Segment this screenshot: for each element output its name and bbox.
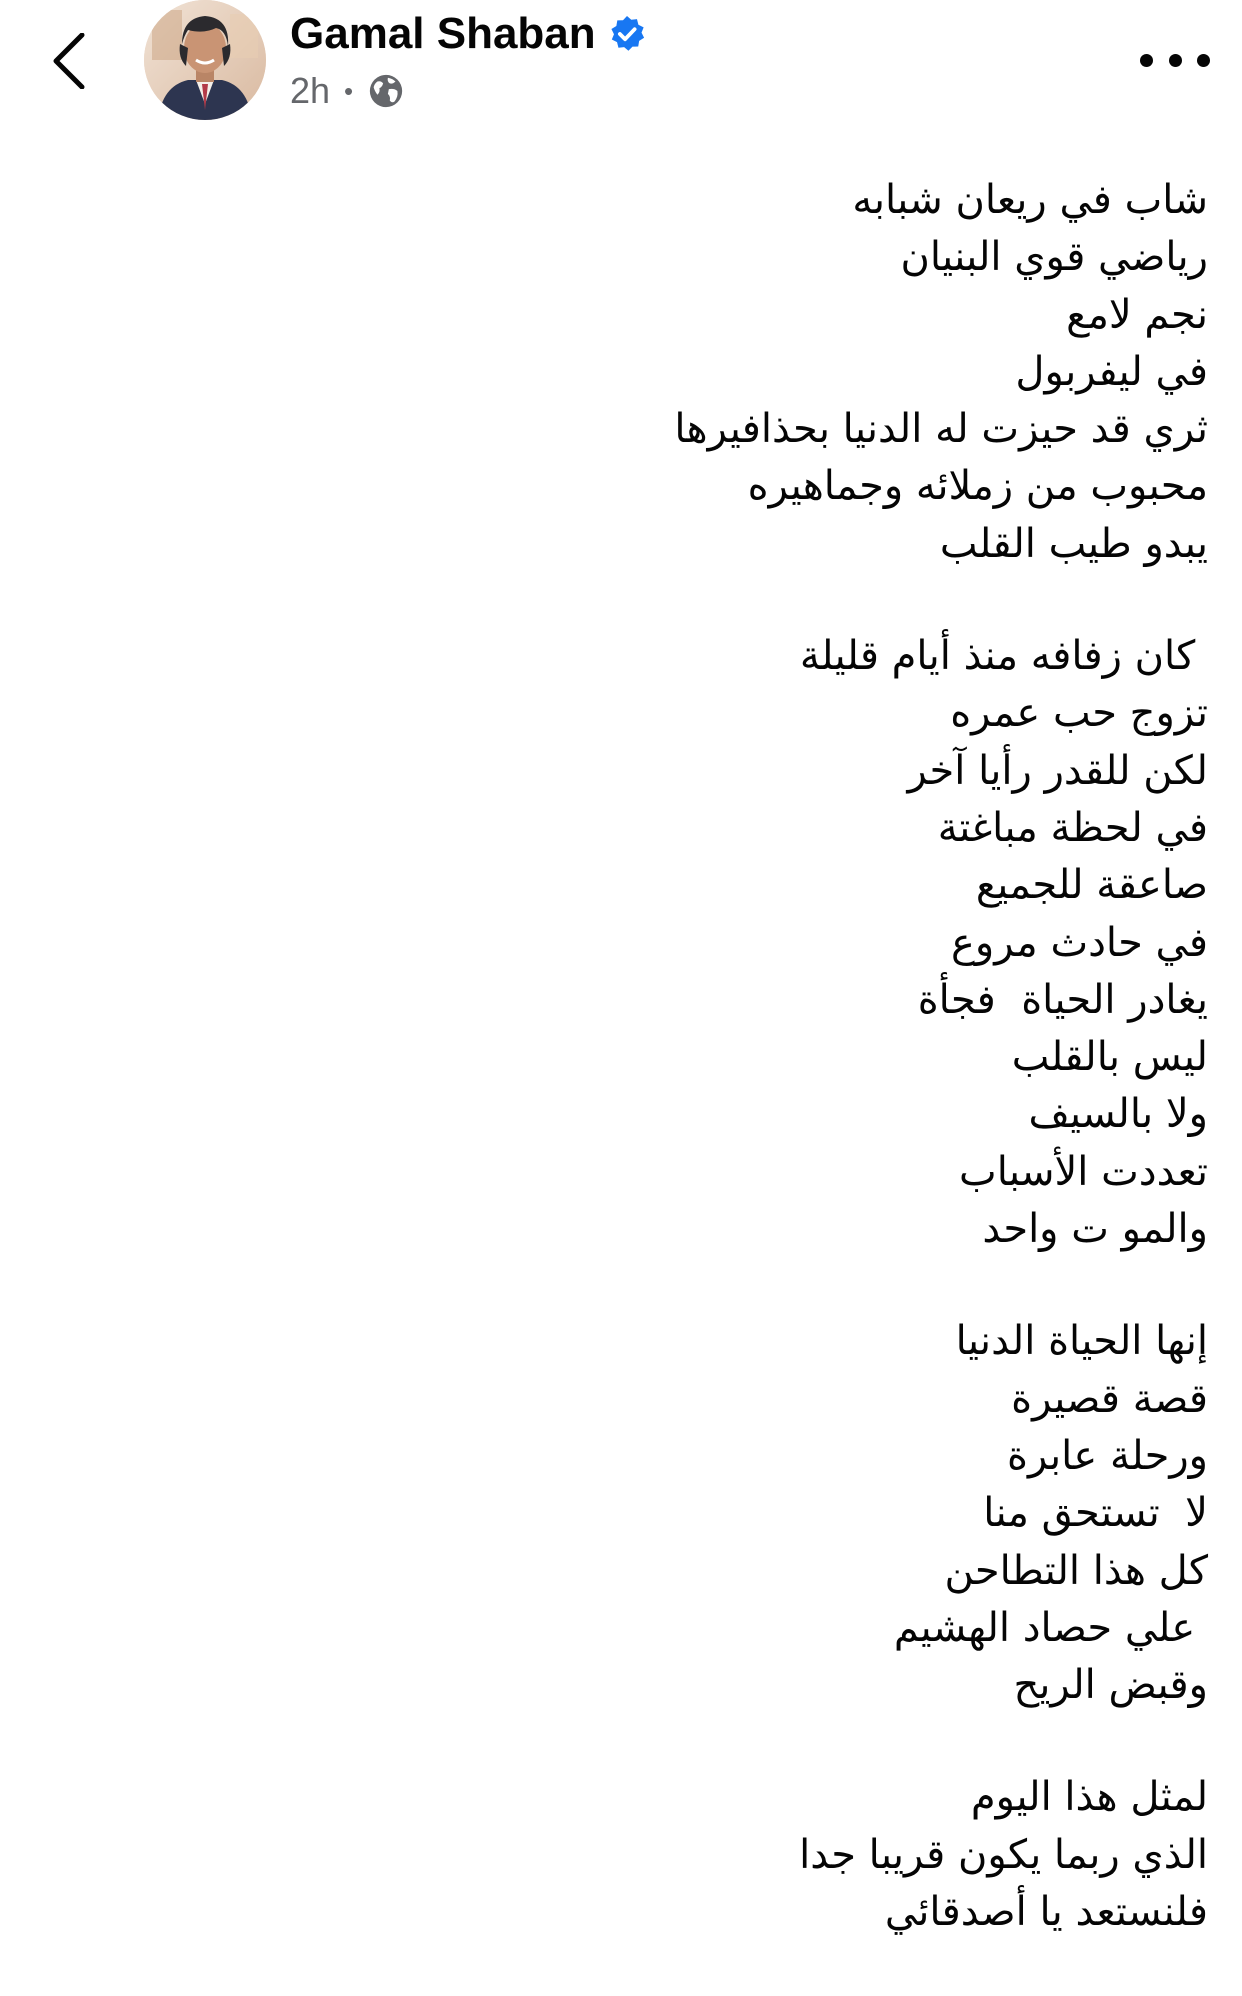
post-text-line: إنها الحياة الدنيا: [955, 1318, 1208, 1365]
post-time[interactable]: 2h: [290, 70, 331, 111]
author-row: [290, 6, 646, 62]
author-name[interactable]: Gamal Shaban: [290, 9, 596, 58]
post-text-line: لمثل هذا اليوم: [970, 1774, 1208, 1821]
avatar[interactable]: [144, 0, 266, 120]
verified-badge-icon: [608, 15, 646, 53]
meta-separator: •: [344, 75, 354, 106]
post-text-line: قصة قصيرة: [1011, 1375, 1208, 1422]
post-text-line: نجم لامع: [1066, 291, 1208, 338]
post-text-line: وقبض الريح: [1013, 1662, 1208, 1709]
post-text-line: في حادث مروع: [951, 919, 1208, 966]
post-text-line: الذي ربما يكون قريبا جدا: [799, 1831, 1208, 1878]
post-header: [0, 0, 1242, 125]
globe-icon[interactable]: [367, 72, 405, 110]
more-horizontal-icon-dot: [1140, 54, 1153, 67]
post-text-line: يبدو طيب القلب: [939, 520, 1208, 567]
post-stanza: [48, 1769, 1208, 1941]
post-text-line: تعددت الأسباب: [959, 1148, 1208, 1195]
post-text-line: ولا بالسيف: [1028, 1091, 1208, 1138]
post-text-line: والمو ت واحد: [982, 1206, 1208, 1253]
post-text-line: فلنستعد يا أصدقائي: [884, 1889, 1208, 1936]
post-stanza: [48, 1313, 1208, 1714]
more-options-button[interactable]: [1140, 40, 1210, 80]
post-text-line: كل هذا التطاحن: [944, 1547, 1208, 1594]
post-text-line: لكن للقدر رأيا آخر: [907, 747, 1208, 794]
post-text-line: محبوب من زملائه وجماهيره: [747, 463, 1208, 510]
post-text-line: تزوج حب عمره: [950, 690, 1208, 737]
more-horizontal-icon-dot: [1197, 54, 1210, 67]
post-text-line: ليس بالقلب: [1011, 1034, 1208, 1081]
post-text-line: لا تستحق منا: [983, 1490, 1208, 1537]
post-text-line: علي حصاد الهشيم: [893, 1604, 1208, 1651]
post-stanza: [48, 172, 1208, 573]
post-text-line: ورحلة عابرة: [1007, 1432, 1208, 1479]
post-meta: [290, 68, 405, 114]
post-stanza: [48, 628, 1208, 1258]
post-text-line: كان زفافه منذ أيام قليلة: [799, 633, 1208, 680]
post-text-line: في لحظة مباغتة: [937, 804, 1208, 851]
post-text-line: ثري قد حيزت له الدنيا بحذافيرها: [674, 406, 1208, 453]
post-text-line: في ليفربول: [1015, 348, 1208, 395]
post-text-line: صاعقة للجميع: [975, 862, 1208, 909]
avatar-image: [144, 0, 266, 120]
more-horizontal-icon-dot: [1169, 54, 1182, 67]
back-button[interactable]: [44, 26, 94, 96]
post-text-line: رياضي قوي البنيان: [900, 234, 1208, 281]
post-text: [48, 172, 1208, 1996]
chevron-left-icon: [52, 33, 86, 89]
post-text-line: شاب في ريعان شبابه: [852, 177, 1208, 223]
post-text-line: يغادر الحياة فجأة: [917, 976, 1208, 1023]
